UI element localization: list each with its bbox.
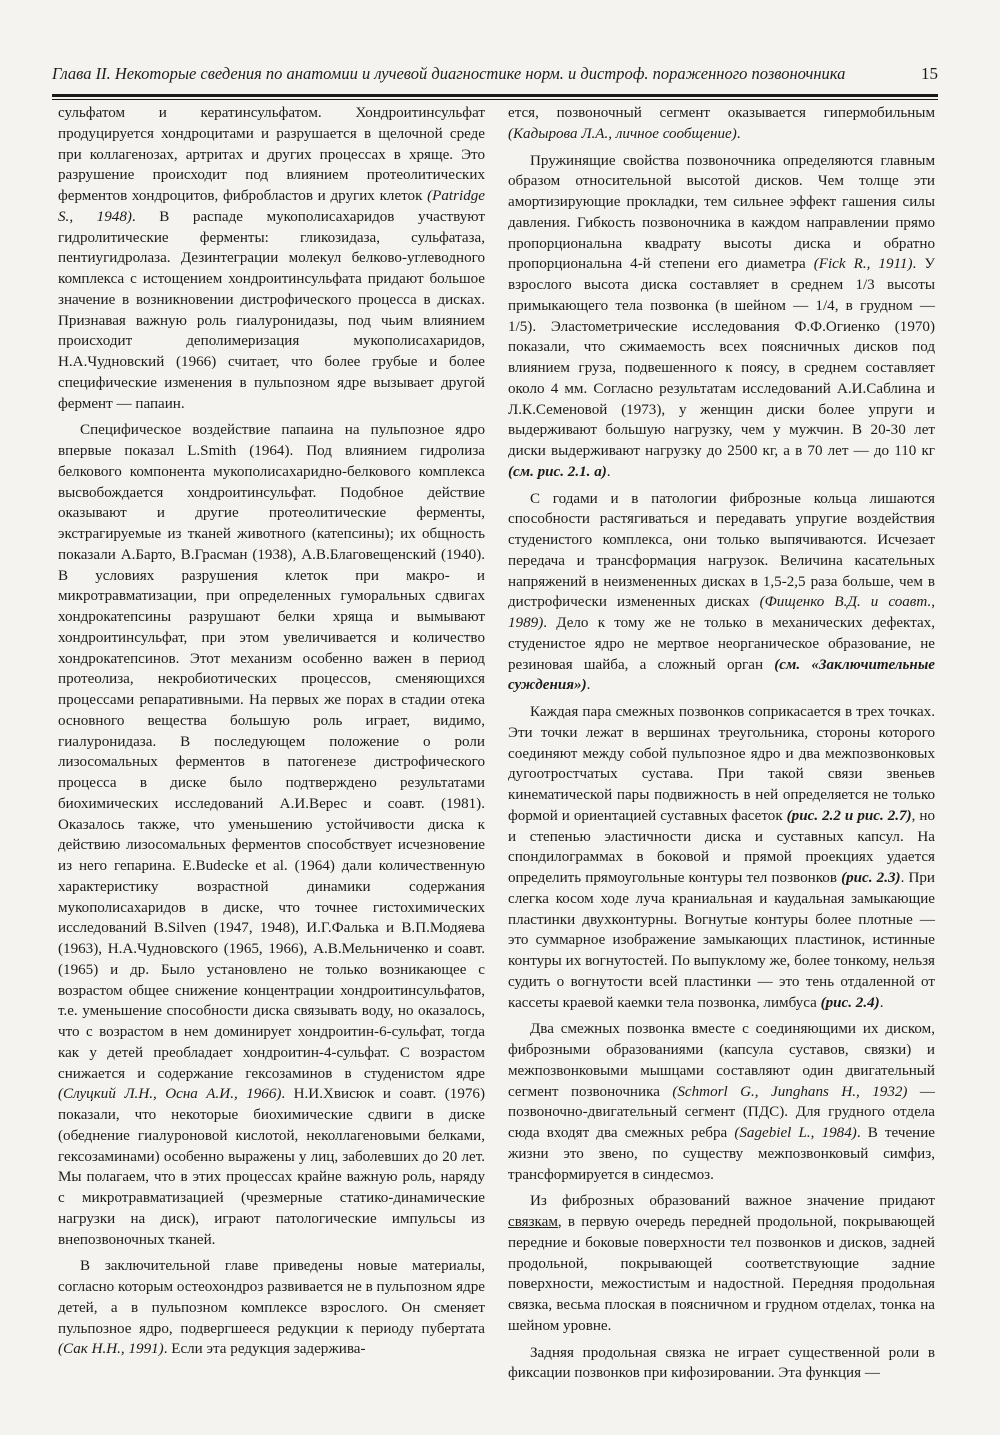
body-text: . <box>879 994 884 1011</box>
body-text: Из фиброзных образований важное значение придают <box>530 1193 935 1210</box>
paragraph <box>508 1343 935 1385</box>
body-text: , в первую очередь передней продольной, покрывающей передние и боковые поверхности тел позвонков и дисков, задней продольной, покрывающей соответствующие задние поверхности, межостистым и надостной. Передняя продольная связка, весьма плоская в поясничном и грудном отделах, тонка на шейном уровне. <box>508 1214 935 1334</box>
running-header <box>52 64 938 90</box>
body-text: Два смежных позвонка вместе с соединяющими их диском, фиброзными образованиями (капсула суставов, связки) и межпозвонковыми мышцами составляют один двигательный сегмент позвоночника <box>508 1021 935 1100</box>
citation-text: (Кадырова Л.А., личное сообщение) <box>508 125 737 142</box>
page-number: 15 <box>921 64 938 83</box>
body-text: . <box>606 463 611 480</box>
citation-text: (Слуцкий Л.Н., Осна А.И., 1966) <box>58 1086 282 1103</box>
header-rule-thick <box>52 94 938 97</box>
paragraph <box>508 1019 935 1185</box>
body-text: . В распаде мукополисахаридов участвуют гидролитические ферменты: гликозидаза, сульфатаза, пентиугидролаза. Дезинтеграции молекул белково-углеводного комплекса с истощением хондроитинсульфата придают большое значение в возникновении дистрофического процесса в дисках. Признавая важную роль гиалуронидазы, под чьим влиянием происходит деполимеризация мукополисахаридов, Н.А.Чудновский (1966) считает, что более грубые и более специфические изменения в пульпозном ядре вызывает другой фермент — папаин. <box>58 208 485 412</box>
citation-text: (Patridge S., 1948) <box>58 188 485 225</box>
body-text: . <box>736 125 741 142</box>
body-text: — позвоночно-двигательный сегмент (ПДС). Для грудного отдела сюда входят два смежных ребра <box>508 1083 935 1141</box>
citation-text: (см. рис. 2.1. а) <box>508 463 607 480</box>
body-text: . В течение жизни это звено, по существу межпозвонковый симфиз, трансформируется в синдесмоз. <box>508 1125 936 1183</box>
citation-text: (рис. 2.3) <box>841 870 901 886</box>
body-text: . При слегка косом ходе луча краниальная и каудальная замыкающие пластинки двухконтурны. Вогнутые контуры более плотные — это суммарное изображение замыкающих пластинок, истинные контуры их вогнутостей. По выпуклому же, более тонкому, нельзя судить о вогнутости всей пластинки — это тень отдаленной от кассеты краевой каемки тела позвонка, лимбуса <box>508 870 936 1011</box>
citation-text: связкам <box>508 1214 558 1230</box>
paragraph <box>508 1191 935 1336</box>
body-text: . <box>586 677 591 694</box>
citation-text: (Фищенко В.Д. и соавт., 1989) <box>508 594 935 631</box>
paragraph <box>508 489 935 697</box>
left-column <box>58 103 485 1366</box>
paragraph <box>508 151 935 483</box>
citation-text: (рис. 2.2 и рис. 2.7) <box>786 807 912 824</box>
body-text: . Н.И.Хвисюк и соавт. (1976) показали, что некоторые биохимические сдвиги в диске (обеднение гиалуроновой кислотой, неколлагеновыми белками, гексозаминами) особенно выражены у лиц, заболевших до 20 лет. Мы полагаем, что в этих процессах крайне важную роль, наряду с микротравматизацией (чрезмерные статико-динамические нагрузки на диск), играют патологические импульсы из внепозвоночных тканей. <box>58 1086 485 1248</box>
body-text: ется, позвоночный сегмент оказывается гипермобильным <box>508 105 935 121</box>
right-column <box>508 103 935 1390</box>
paragraph <box>58 103 485 414</box>
paragraph <box>58 1256 485 1360</box>
body-text: . Если эта редукция задержива- <box>163 1341 366 1358</box>
body-text: сульфатом и кератинсульфатом. Хондроитинсульфат продуцируется хондроцитами и разрушается в щелочной среде при коллагенозах, артритах и других процессах в хряще. Это разрушение происходит под влиянием протеолитических ферментов хондроцитов, фибробластов и других клеток <box>58 105 485 204</box>
chapter-title: Глава II. Некоторые сведения по анатомии и лучевой диагностике норм. и дистроф. пораженного позвоночника <box>52 64 846 83</box>
paragraph <box>58 420 485 1250</box>
citation-text: (см. «Заключительные суждения») <box>508 656 935 694</box>
body-text: . У взрослого высота диска составляет в среднем 1/3 высоты примыкающего тела позвонка (в шейном — 1/4, в грудном — 1/5). Эластометрические исследования Ф.Ф.Огиенко (1970) показали, что сжимаемость всех поясничных дисков под влиянием груза, подвешенного к поясу, в среднем составляет около 4 мм. Согласно результатам исследований А.И.Саблина и Л.К.Семеновой (1973), у женщин диски более упруги и выдерживают большую нагрузку, чем у мужчин. В 20-30 лет диски выдерживают нагрузку до 2500 кг, а в 70 лет — до 110 кг <box>508 256 935 459</box>
body-text: . Дело к тому же не только в механических дефектах, студенистое ядро не мертвое неорганическое образование, не резиновая шайба, а сложный орган <box>508 615 935 673</box>
body-text: Пружинящие свойства позвоночника определяются главным образом относительной высотой дисков. Чем толще эти амортизирующие прокладки, тем сильнее эффект гашения силы давления. Гибкость позвоночника в каждом направлении прямо пропорциональна квадрату высоты диска и обратно пропорциональна 4-й степени его диаметра <box>508 152 935 273</box>
citation-text: (Sagebiel L., 1984) <box>734 1125 857 1141</box>
citation-text: (Fick R., 1911) <box>813 256 913 273</box>
body-text: С годами и в патологии фиброзные кольца лишаются способности растягиваться и передавать упругие воздействия студенистого комплекса, они только выпячиваются. Исчезает передача и трансформация нагрузок. Величина касательных напряжений в неизмененных дисках в 1,5-2,5 раза больше, чем в дистрофически измененных дисках <box>508 490 935 611</box>
citation-text: (рис. 2.4) <box>820 994 880 1011</box>
body-text: В заключительной главе приведены новые материалы, согласно которым остеохондроз развивается не в пульпозном ядре детей, а в пульпозном комплексе взрослого. Он сменяет пульпозное ядро, подвергшееся редукции к периоду пубертата <box>58 1258 485 1337</box>
body-text: Каждая пара смежных позвонков соприкасается в трех точках. Эти точки лежат в вершинах треугольника, стороны которого соединяют между собой пульпозное ядро и два межпозвонковых дугоотростчатых сустава. При такой связи звеньев кинематической пары подвижность в ней определяется не только формой и ориентацией суставных фасеток <box>508 704 935 824</box>
body-text: Специфическое воздействие папаина на пульпозное ядро впервые показал L.Smith (1964). Под влиянием гидролиза белкового компонента мукополисахаридно-белкового комплекса высвобождается хондроитинсульфат. Подобное действие оказывают и другие протеолитические ферменты, экстрагируемые из тканей животного (катепсины); их общность показали А.Барто, В.Грасман (1938), А.В.Благовещенский (1940). В условиях разрушения клеток при макро- и микротравматизации, при определенных гуморальных сдвигах хондрокатепсины разрушают белки хряща и вымывают хондроитинсульфат, при этом увеличивается и количество хондрокатепсинов. Этот механизм особенно важен в период протеолиза, некробиотических процессов, сменяющихся процессами репаративными. На первых же порах в стадии отека основного вещества большую роль играет, видимо, гиалуронидаза. В последующем положение о роли лизосомальных ферментов в патогенезе дистрофического процесса в диске было подтверждено результатами биохимических исследований А.И.Верес и соавт. (1981). Оказалось также, что уменьшению устойчивости диска к действию лизосомальных ферментов способствует исчезновение из него гепарина. E.Budecke et al. (1964) дали количественную характеристику возрастной динамики содержания мукополисахаридов в диске, что точнее гистохимических исследований B.Silven (1947, 1948), И.Г.Фалька и В.П.Модяева (1963), Н.А.Чудновского (1965, 1966), А.В.Мельниченко и соавт. (1965) и др. Было установлено не только возникающее с возрастом общее снижение концентрации хондроитинсульфатов, т.е. уменьшение способности диска связывать воду, но оказалось, что с возрастом в нем доминирует хондроитин-6-сульфат, тогда как у детей преобладает хондроитин-4-сульфат. С возрастом снижается и содержание гексозаминов в студенистом ядре <box>58 422 485 1082</box>
citation-text: (Сак Н.Н., 1991) <box>58 1341 164 1358</box>
header-rule-thin <box>52 99 938 100</box>
body-text: , но и степенью эластичности диска и суставных капсул. На спондилограммах в боковой и прямой проекциях удается определить прямоугольные контуры тел позвонков <box>508 807 936 886</box>
body-text: Задняя продольная связка не играет существенной роли в фиксации позвонков при кифозировании. Эта функция — <box>508 1344 935 1382</box>
paragraph <box>508 702 935 1013</box>
paragraph <box>508 103 935 145</box>
citation-text: (Schmorl G., Junghans H., 1932) <box>672 1083 908 1100</box>
